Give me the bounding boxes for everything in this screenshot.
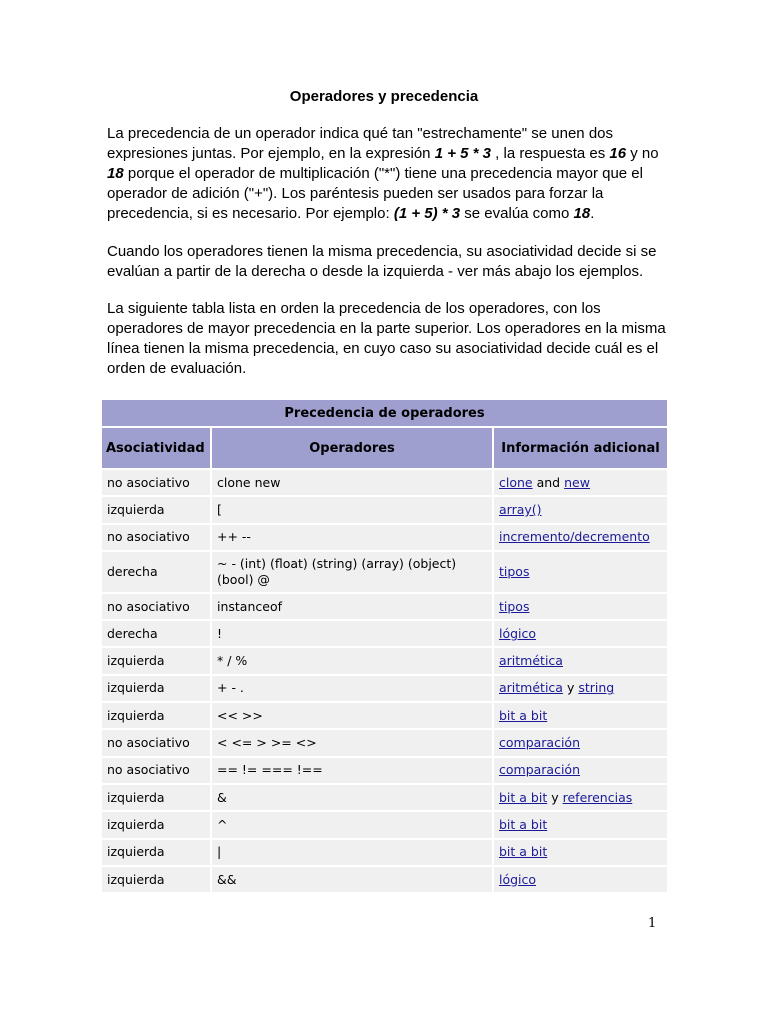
cell-associativity: no asociativo <box>102 468 212 495</box>
table-body <box>102 468 667 892</box>
info-link[interactable]: bit a bit <box>499 844 548 860</box>
table-row <box>102 646 667 673</box>
table-row <box>102 728 667 755</box>
info-link[interactable]: incremento/decremento <box>499 529 650 545</box>
table-row <box>102 523 667 550</box>
cell-associativity: izquierda <box>102 838 212 865</box>
cell-additional-info <box>494 619 667 646</box>
cell-associativity: izquierda <box>102 701 212 728</box>
info-link[interactable]: tipos <box>499 563 530 579</box>
cell-operators: && <box>212 865 494 892</box>
cell-associativity: no asociativo <box>102 728 212 755</box>
example-result: 16 <box>609 145 627 162</box>
table-row <box>102 865 667 892</box>
link-separator: y <box>551 789 559 805</box>
cell-operators: instanceof <box>212 592 494 619</box>
header-operators: Operadores <box>212 428 494 468</box>
cell-additional-info <box>494 468 667 495</box>
paragraph-associativity: Cuando los operadores tienen la misma precedencia, su asociatividad decide si se evalúan a partir de la derecha o desde la izquierda - ver más abajo los ejemplos. <box>107 243 657 280</box>
example-wrong-result: 18 <box>107 165 124 182</box>
cell-operators: ^ <box>212 810 494 837</box>
info-link[interactable]: comparación <box>499 735 581 751</box>
cell-operators: == != === !== <box>212 756 494 783</box>
info-link[interactable]: aritmética <box>499 653 563 669</box>
cell-associativity: derecha <box>102 619 212 646</box>
cell-associativity: izquierda <box>102 495 212 522</box>
table-caption: Precedencia de operadores <box>102 400 667 428</box>
table-row <box>102 619 667 646</box>
example-parenthesized: (1 + 5) * 3 <box>393 205 461 222</box>
link-separator: y <box>566 680 575 696</box>
cell-associativity: no asociativo <box>102 523 212 550</box>
cell-associativity: no asociativo <box>102 592 212 619</box>
info-link[interactable]: lógico <box>499 871 537 887</box>
header-additional-info: Información adicional <box>494 428 667 468</box>
cell-additional-info <box>494 838 667 865</box>
table-row <box>102 810 667 837</box>
cell-associativity: izquierda <box>102 865 212 892</box>
table-row <box>102 701 667 728</box>
info-link[interactable]: string <box>578 680 615 696</box>
cell-additional-info <box>494 674 667 701</box>
cell-associativity: izquierda <box>102 674 212 701</box>
table-row <box>102 783 667 810</box>
cell-associativity: derecha <box>102 550 212 592</box>
link-separator: and <box>536 474 561 490</box>
table-row <box>102 550 667 592</box>
table-row <box>102 468 667 495</box>
info-link[interactable]: aritmética <box>499 680 563 696</box>
cell-operators: < <= > >= <> <box>212 728 494 755</box>
cell-operators: ! <box>212 619 494 646</box>
precedence-table <box>102 400 667 892</box>
cell-operators: [ <box>212 495 494 522</box>
info-link[interactable]: clone <box>499 474 533 490</box>
info-link[interactable]: new <box>564 474 590 490</box>
cell-additional-info <box>494 523 667 550</box>
cell-operators: clone new <box>212 468 494 495</box>
table-row <box>102 756 667 783</box>
cell-associativity: izquierda <box>102 810 212 837</box>
paragraph-precedence-intro: La precedencia de un operador indica qué tan "estrechamente" se unen dos expresiones juntas. Por ejemplo, en la expresión 1 + 5 * 3 , la respuesta es 16 y no 18 porque el operador de multiplicación ("*") tiene una precedencia mayor que el operador de adición ("+"). Los paréntesis pueden ser usados para forzar la precedencia, si es necesario. Por ejemplo: (1 + 5) * 3 se evalúa como 18. <box>107 125 659 222</box>
table-row <box>102 838 667 865</box>
cell-operators: + - . <box>212 674 494 701</box>
cell-associativity: izquierda <box>102 646 212 673</box>
info-link[interactable]: bit a bit <box>499 707 548 723</box>
header-associativity: Asociatividad <box>102 428 212 468</box>
example-expression: 1 + 5 * 3 <box>434 145 491 162</box>
cell-operators: ~ - (int) (float) (string) (array) (object) (bool) @ <box>212 550 494 592</box>
page-number: 1 <box>648 916 657 931</box>
table-row <box>102 674 667 701</box>
example-parenthesized-result: 18 <box>573 205 591 222</box>
cell-operators: << >> <box>212 701 494 728</box>
cell-operators: | <box>212 838 494 865</box>
info-link[interactable]: referencias <box>562 789 633 805</box>
cell-additional-info <box>494 701 667 728</box>
info-link[interactable]: bit a bit <box>499 789 548 805</box>
cell-additional-info <box>494 783 667 810</box>
cell-additional-info <box>494 865 667 892</box>
info-link[interactable]: bit a bit <box>499 816 548 832</box>
page-title: Operadores y precedencia <box>289 88 479 105</box>
info-link[interactable]: tipos <box>499 598 530 614</box>
cell-operators: * / % <box>212 646 494 673</box>
info-link[interactable]: lógico <box>499 625 537 641</box>
cell-additional-info <box>494 592 667 619</box>
cell-additional-info <box>494 646 667 673</box>
cell-associativity: izquierda <box>102 783 212 810</box>
cell-additional-info <box>494 810 667 837</box>
info-link[interactable]: array() <box>499 501 542 517</box>
paragraph-table-intro: La siguiente tabla lista en orden la precedencia de los operadores, con los operadores de mayor precedencia en la parte superior. Los operadores en la misma línea tienen la misma precedencia, en cuyo caso su asociatividad decide cuál es el orden de evaluación. <box>107 300 666 377</box>
table-row <box>102 592 667 619</box>
cell-associativity: no asociativo <box>102 756 212 783</box>
cell-operators: ++ -- <box>212 523 494 550</box>
precedence-table-container <box>102 400 667 892</box>
info-link[interactable]: comparación <box>499 762 581 778</box>
cell-additional-info <box>494 495 667 522</box>
cell-additional-info <box>494 756 667 783</box>
cell-additional-info <box>494 550 667 592</box>
cell-additional-info <box>494 728 667 755</box>
table-row <box>102 495 667 522</box>
cell-operators: & <box>212 783 494 810</box>
